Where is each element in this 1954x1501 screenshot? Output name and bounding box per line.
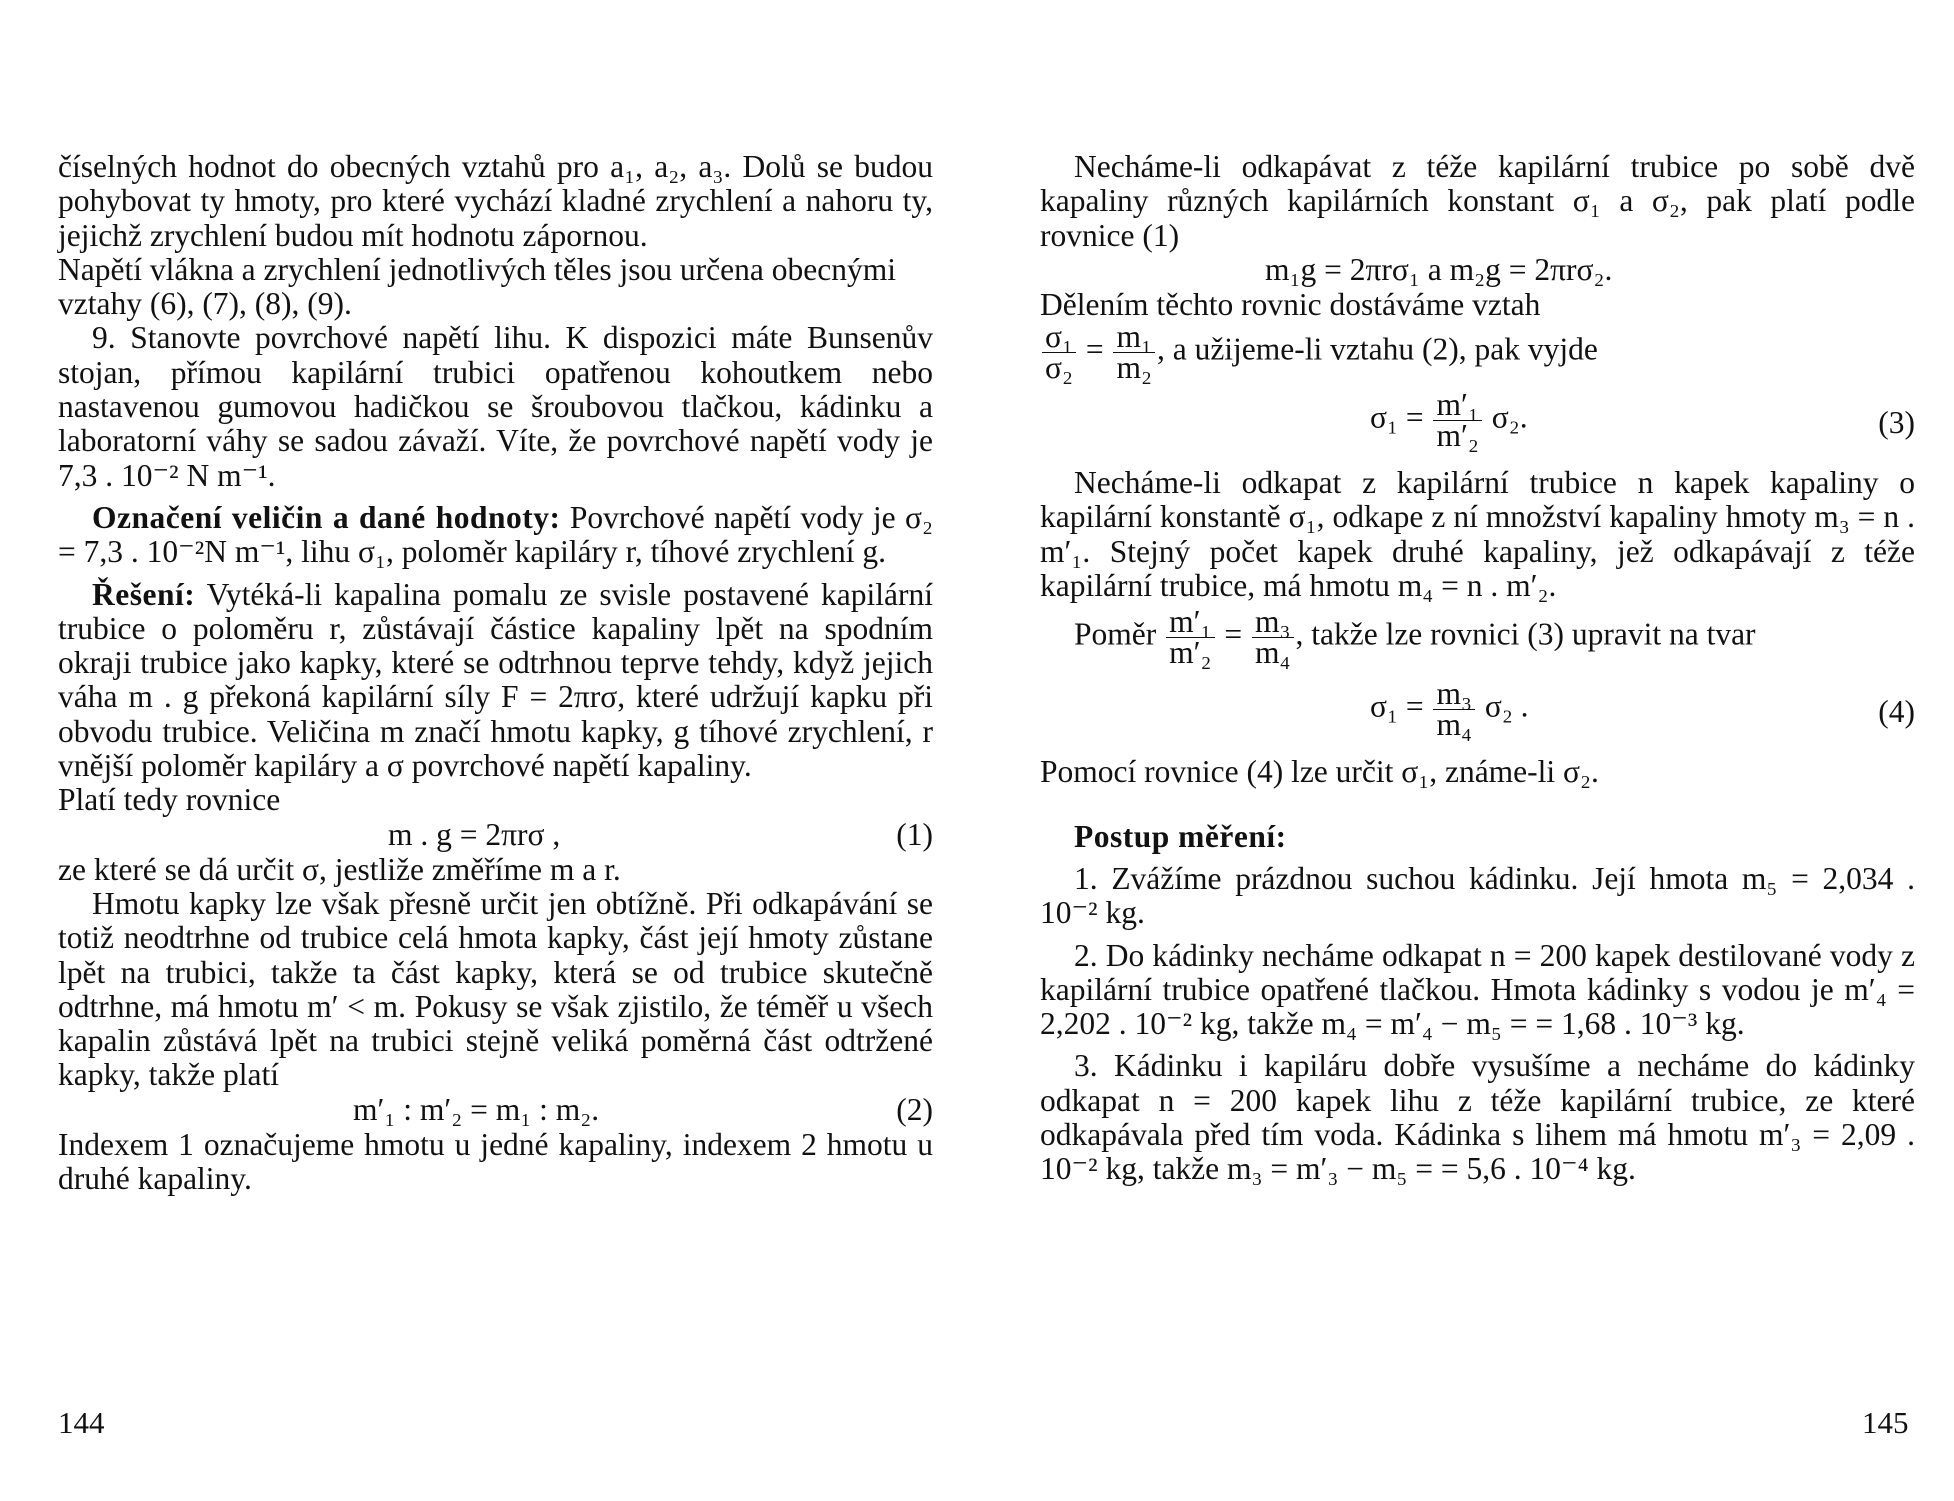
equation-number: (1)	[896, 816, 933, 852]
paragraph: Napětí vlákna a zrychlení jednotlivých těles jsou určena obecnými vztahy (6), (7), (8), (9).	[58, 251, 896, 322]
exercise-9: 9. Stanovte povrchové napětí lihu. K dispozici máte Bunsenův stojan, přímou kapilární trubici opatřenou kohoutkem nebo nastavenou gumovou hadičkou se šroubovou tlačkou, kádinku a laboratorní váhy se sadou závaží. Víte, že povrchové napětí vody je 7,3 . 10⁻² N m⁻¹.	[58, 320, 933, 493]
paragraph: ze které se dá určit σ, jestliže změříme m a r.	[58, 851, 621, 887]
section-heading: Řešení:	[92, 576, 196, 612]
fraction: $\frac{\text{m₃}}{\text{m₄}}$	[1433, 679, 1474, 740]
given-values-paragraph	[58, 501, 933, 570]
paragraph-text: Povrchové napětí vody je σ₂ = 7,3 . 10⁻²N m⁻¹, lihu σ₁, poloměr kapiláry r, tíhové zrychlení g.	[58, 499, 933, 570]
left-page	[58, 150, 933, 1196]
fraction: $\frac{\text{m₁}}{\text{m₂}}$	[1113, 322, 1154, 383]
equation-number: (2)	[896, 1091, 933, 1127]
paragraph: Indexem 1 označujeme hmotu u jedné kapaliny, indexem 2 hmotu u druhé kapaliny.	[58, 1126, 933, 1197]
section-heading: Postup měření:	[1074, 818, 1287, 854]
step-2: 2. Do kádinky necháme odkapat n = 200 kapek destilované vody z kapilární trubice opatřené tlačkou. Hmota kádinky s vodou je m′₄ = 2,202 . 10⁻² kg, takže m₄ = m′₄ − m₅ = = 1,68 . 10⁻³ kg.	[1040, 937, 1915, 1042]
paragraph: Dělením těchto rovnic dostáváme vztah	[1040, 286, 1541, 322]
page-number-right: 145	[1862, 1405, 1909, 1440]
equation: m . g = 2πrσ ,	[388, 816, 561, 852]
equation-3: σ₁ = $\frac{\text{m′₁}}{\text{m′₂}}$ σ₂. (3)	[1370, 387, 1915, 454]
fraction: $\frac{\text{m′₁}}{\text{m′₂}}$	[1166, 607, 1214, 668]
step-3: 3. Kádinku i kapiláru dobře vysušíme a necháme do kádinky odkapat n = 200 kapek lihu z téže kapilární trubice, ze které odkapávala před tím voda. Kádinka s lihem má hmotu m′₃ = 2,09 . 10⁻² kg, takže m₃ = m′₃ − m₅ = = 5,6 . 10⁻⁴ kg.	[1040, 1048, 1915, 1187]
equation: m₁g = 2πrσ₁ a m₂g = 2πrσ₂.	[1265, 251, 1613, 287]
paragraph-text: Vytéká-li kapalina pomalu ze svisle postavené kapilární trubice o poloměru r, zůstávají částice kapaliny lpět na spodním okraji trubice jako kapky, které se odtrhnou teprve tehdy, když jejich váha m . g překoná kapilární síly F = 2πrσ, které udržují kapku při obvodu trubice. Veličina m značí hmotu kapky, g tíhové zrychlení, r vnější poloměr kapiláry a σ povrchové napětí kapaliny.	[58, 576, 933, 784]
equation-number: (3)	[1878, 405, 1915, 441]
right-page	[1040, 150, 1915, 1187]
equation-1	[58, 818, 933, 853]
paragraph: Hmotu kapky lze však přesně určit jen obtížně. Při odkapávání se totiž neodtrhne od trubice celá hmota kapky, část její hmoty zůstane lpět na trubici, takže ta část kapky, která se od trubice skutečně odtrhne, má hmotu m′ < m. Pokusy se však zjistilo, že téměř u všech kapalin zůstává lpět na trubici stejně veliká poměrná část odtržené kapky, takže platí	[58, 885, 933, 1093]
equation-a	[1040, 253, 1915, 288]
ratio-line: $\frac{\text{σ₁}}{\text{σ₂}}$ = $\frac{\text{m₁}}{\text{m₂}}$ , a užijeme-li vztahu (2), pak vyjde	[1040, 322, 1915, 386]
equation-number: (4)	[1878, 694, 1915, 730]
fraction: $\frac{\text{m′₁}}{\text{m′₂}}$	[1433, 390, 1481, 451]
solution-paragraph	[58, 578, 933, 784]
equation: m′₁ : m′₂ = m₁ : m₂.	[353, 1091, 600, 1127]
fraction: $\frac{\text{σ₁}}{\text{σ₂}}$	[1042, 322, 1076, 383]
paragraph: Necháme-li odkapávat z téže kapilární trubice po sobě dvě kapaliny různých kapilárních konstant σ₁ a σ₂, pak platí podle rovnice (1)	[1040, 149, 1915, 253]
page-number-left: 144	[58, 1405, 105, 1440]
section-heading: Označení veličin a dané hodnoty:	[92, 499, 561, 535]
paragraph: Necháme-li odkapat z kapilární trubice n kapek kapaliny o kapilární konstantě σ₁, odkape z ní množství kapaliny hmoty m₃ = n . m′₁. Stejný počet kapek druhé kapaliny, jež odkapávají z téže kapilární trubice, má hmotu m₄ = n . m′₂.	[1040, 465, 1915, 604]
paragraph: Platí tedy rovnice	[58, 782, 281, 818]
equation-2	[58, 1093, 933, 1128]
step-1: 1. Zvážíme prázdnou suchou kádinku. Její hmota m₅ = 2,034 . 10⁻² kg.	[1040, 860, 1915, 931]
ratio-line: Poměr $\frac{\text{m′₁}}{\text{m′₂}}$ = $\frac{\text{m₃}}{\text{m₄}}$ , takže lze rovnici (3) upravit na tvar	[1074, 604, 1756, 671]
fraction: $\frac{\text{m₃}}{\text{m₄}}$	[1252, 607, 1293, 668]
paragraph: číselných hodnot do obecných vztahů pro a₁, a₂, a₃. Dolů se budou pohybovat ty hmoty, pro které vychází kladné zrychlení a nahoru ty, jejichž zrychlení budou mít hodnotu zápornou.	[58, 149, 933, 253]
paragraph: Pomocí rovnice (4) lze určit σ₁, známe-li σ₂.	[1040, 754, 1599, 790]
equation-4: σ₁ = $\frac{\text{m₃}}{\text{m₄}}$ σ₂ . (4)	[1370, 676, 1915, 743]
